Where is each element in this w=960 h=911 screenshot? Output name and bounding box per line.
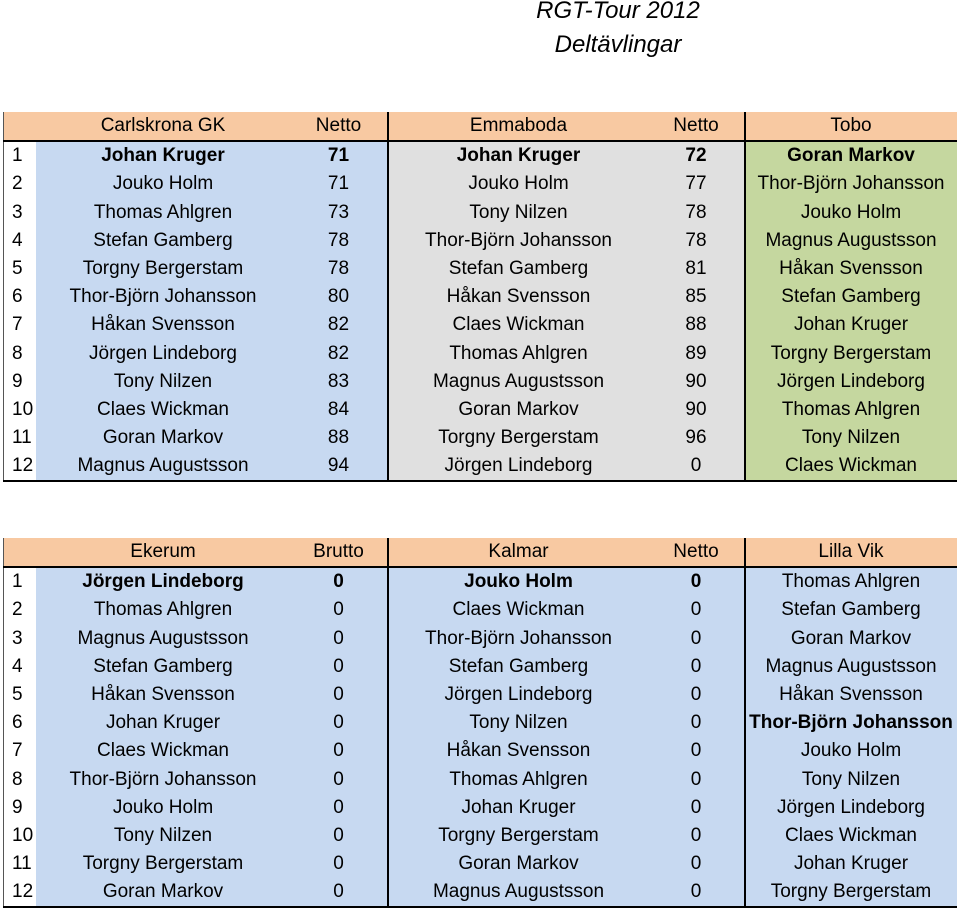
rank-cell: 9 xyxy=(4,368,36,396)
player-name-cell: Håkan Svensson xyxy=(745,681,957,709)
column-header: Emmaboda xyxy=(388,112,649,141)
table-row xyxy=(4,452,957,481)
rank-cell: 8 xyxy=(4,340,36,368)
rank-cell: 11 xyxy=(4,424,36,452)
player-name-cell: Thor-Björn Johansson xyxy=(388,625,649,653)
score-cell: 0 xyxy=(291,766,388,794)
player-name-cell: Johan Kruger xyxy=(388,794,649,822)
player-name-cell: Tony Nilzen xyxy=(745,424,957,452)
player-name-cell: Goran Markov xyxy=(388,850,649,878)
player-name-cell: Goran Markov xyxy=(745,625,957,653)
player-name-cell: Jörgen Lindeborg xyxy=(388,452,649,481)
player-name-cell: Stefan Gamberg xyxy=(388,255,649,283)
player-name-cell: Jörgen Lindeborg xyxy=(745,794,957,822)
player-name-cell: Jouko Holm xyxy=(745,199,957,227)
table-row xyxy=(4,625,957,653)
player-name-cell: Tony Nilzen xyxy=(388,199,649,227)
score-cell: 90 xyxy=(649,368,745,396)
player-name-cell: Tony Nilzen xyxy=(36,368,291,396)
page-subtitle: Deltävlingar xyxy=(554,31,682,58)
table-row xyxy=(4,596,957,624)
rank-cell: 12 xyxy=(4,878,36,907)
score-cell: 82 xyxy=(291,340,388,368)
player-name-cell: Håkan Svensson xyxy=(388,737,649,765)
score-cell: 0 xyxy=(649,850,745,878)
table-row xyxy=(4,567,957,596)
player-name-cell: Jörgen Lindeborg xyxy=(388,681,649,709)
table-row xyxy=(4,255,957,283)
score-cell: 0 xyxy=(649,567,745,596)
score-cell: 0 xyxy=(291,596,388,624)
score-cell: 0 xyxy=(291,653,388,681)
results-table-a xyxy=(3,112,957,482)
rank-cell: 7 xyxy=(4,311,36,339)
player-name-cell: Jörgen Lindeborg xyxy=(36,567,291,596)
player-name-cell: Claes Wickman xyxy=(388,311,649,339)
score-cell: 0 xyxy=(291,850,388,878)
column-header: Lilla Vik xyxy=(745,538,957,567)
player-name-cell: Stefan Gamberg xyxy=(388,653,649,681)
score-cell: 80 xyxy=(291,283,388,311)
table-row xyxy=(4,368,957,396)
player-name-cell: Magnus Augustsson xyxy=(36,625,291,653)
rank-cell: 12 xyxy=(4,452,36,481)
player-name-cell: Jouko Holm xyxy=(36,170,291,198)
table-row xyxy=(4,199,957,227)
rank-cell: 1 xyxy=(4,141,36,170)
score-cell: 83 xyxy=(291,368,388,396)
player-name-cell: Goran Markov xyxy=(36,424,291,452)
player-name-cell: Magnus Augustsson xyxy=(36,452,291,481)
player-name-cell: Tony Nilzen xyxy=(388,709,649,737)
score-cell: 94 xyxy=(291,452,388,481)
player-name-cell: Tony Nilzen xyxy=(36,822,291,850)
score-cell: 72 xyxy=(649,141,745,170)
player-name-cell: Stefan Gamberg xyxy=(36,653,291,681)
table-row xyxy=(4,709,957,737)
player-name-cell: Thor-Björn Johansson xyxy=(745,170,957,198)
column-header: Kalmar xyxy=(388,538,649,567)
player-name-cell: Jouko Holm xyxy=(36,794,291,822)
player-name-cell: Torgny Bergerstam xyxy=(36,850,291,878)
column-header: Ekerum xyxy=(36,538,291,567)
rank-cell: 3 xyxy=(4,199,36,227)
player-name-cell: Claes Wickman xyxy=(745,822,957,850)
table-row xyxy=(4,653,957,681)
table-row xyxy=(4,766,957,794)
player-name-cell: Tony Nilzen xyxy=(745,766,957,794)
player-name-cell: Johan Kruger xyxy=(36,141,291,170)
score-cell: 71 xyxy=(291,170,388,198)
player-name-cell: Claes Wickman xyxy=(388,596,649,624)
table-row xyxy=(4,822,957,850)
player-name-cell: Torgny Bergerstam xyxy=(745,878,957,907)
player-name-cell: Thomas Ahlgren xyxy=(745,567,957,596)
score-cell: 88 xyxy=(649,311,745,339)
header-row xyxy=(4,112,957,141)
rank-cell: 2 xyxy=(4,596,36,624)
score-cell: 0 xyxy=(291,878,388,907)
player-name-cell: Magnus Augustsson xyxy=(388,878,649,907)
table-row xyxy=(4,141,957,170)
player-name-cell: Thomas Ahlgren xyxy=(745,396,957,424)
player-name-cell: Thor-Björn Johansson xyxy=(745,709,957,737)
player-name-cell: Håkan Svensson xyxy=(36,311,291,339)
player-name-cell: Torgny Bergerstam xyxy=(388,822,649,850)
score-cell: 0 xyxy=(291,822,388,850)
rank-cell: 4 xyxy=(4,653,36,681)
player-name-cell: Goran Markov xyxy=(745,141,957,170)
player-name-cell: Johan Kruger xyxy=(745,311,957,339)
player-name-cell: Magnus Augustsson xyxy=(745,227,957,255)
score-cell: 0 xyxy=(649,625,745,653)
score-cell: 0 xyxy=(649,737,745,765)
rank-cell: 4 xyxy=(4,227,36,255)
score-cell: 0 xyxy=(291,737,388,765)
player-name-cell: Claes Wickman xyxy=(36,737,291,765)
score-cell: 0 xyxy=(649,766,745,794)
score-cell: 0 xyxy=(649,452,745,481)
player-name-cell: Thomas Ahlgren xyxy=(388,766,649,794)
player-name-cell: Goran Markov xyxy=(388,396,649,424)
score-cell: 0 xyxy=(291,794,388,822)
score-cell: 0 xyxy=(291,709,388,737)
header-rank-cell xyxy=(4,112,36,141)
player-name-cell: Torgny Bergerstam xyxy=(36,255,291,283)
player-name-cell: Torgny Bergerstam xyxy=(745,340,957,368)
header-row xyxy=(4,538,957,567)
player-name-cell: Claes Wickman xyxy=(745,452,957,481)
score-cell: 0 xyxy=(649,822,745,850)
table-row xyxy=(4,794,957,822)
rank-cell: 6 xyxy=(4,709,36,737)
player-name-cell: Jörgen Lindeborg xyxy=(745,368,957,396)
player-name-cell: Stefan Gamberg xyxy=(745,596,957,624)
rank-cell: 3 xyxy=(4,625,36,653)
rank-cell: 10 xyxy=(4,822,36,850)
player-name-cell: Jouko Holm xyxy=(388,567,649,596)
rank-cell: 5 xyxy=(4,255,36,283)
rank-cell: 1 xyxy=(4,567,36,596)
player-name-cell: Håkan Svensson xyxy=(36,681,291,709)
rank-cell: 5 xyxy=(4,681,36,709)
score-cell: 0 xyxy=(649,794,745,822)
score-cell: 82 xyxy=(291,311,388,339)
score-cell: 78 xyxy=(291,255,388,283)
player-name-cell: Magnus Augustsson xyxy=(745,653,957,681)
score-cell: 0 xyxy=(649,681,745,709)
page-title: RGT-Tour 2012 xyxy=(536,0,700,24)
table-row xyxy=(4,283,957,311)
player-name-cell: Johan Kruger xyxy=(388,141,649,170)
column-header: Netto xyxy=(649,112,745,141)
rank-cell: 6 xyxy=(4,283,36,311)
score-cell: 0 xyxy=(291,681,388,709)
score-cell: 89 xyxy=(649,340,745,368)
score-cell: 78 xyxy=(291,227,388,255)
column-header: Brutto xyxy=(291,538,388,567)
player-name-cell: Thor-Björn Johansson xyxy=(388,227,649,255)
rank-cell: 2 xyxy=(4,170,36,198)
table-row xyxy=(4,878,957,907)
score-cell: 88 xyxy=(291,424,388,452)
score-cell: 71 xyxy=(291,141,388,170)
table-row xyxy=(4,424,957,452)
table-row xyxy=(4,311,957,339)
score-cell: 78 xyxy=(649,227,745,255)
score-cell: 84 xyxy=(291,396,388,424)
column-header: Netto xyxy=(291,112,388,141)
score-cell: 0 xyxy=(649,596,745,624)
score-cell: 0 xyxy=(649,709,745,737)
score-cell: 0 xyxy=(291,567,388,596)
rank-cell: 10 xyxy=(4,396,36,424)
player-name-cell: Håkan Svensson xyxy=(745,255,957,283)
player-name-cell: Thor-Björn Johansson xyxy=(36,766,291,794)
table-row xyxy=(4,170,957,198)
player-name-cell: Thor-Björn Johansson xyxy=(36,283,291,311)
player-name-cell: Johan Kruger xyxy=(36,709,291,737)
player-name-cell: Torgny Bergerstam xyxy=(388,424,649,452)
column-header: Netto xyxy=(649,538,745,567)
score-cell: 78 xyxy=(649,199,745,227)
table-row xyxy=(4,227,957,255)
player-name-cell: Goran Markov xyxy=(36,878,291,907)
rank-cell: 8 xyxy=(4,766,36,794)
results-table-b xyxy=(3,538,957,908)
score-cell: 81 xyxy=(649,255,745,283)
rank-cell: 7 xyxy=(4,737,36,765)
player-name-cell: Jörgen Lindeborg xyxy=(36,340,291,368)
score-cell: 73 xyxy=(291,199,388,227)
table-row xyxy=(4,737,957,765)
player-name-cell: Håkan Svensson xyxy=(388,283,649,311)
score-cell: 0 xyxy=(649,653,745,681)
score-cell: 85 xyxy=(649,283,745,311)
rank-cell: 9 xyxy=(4,794,36,822)
player-name-cell: Johan Kruger xyxy=(745,850,957,878)
header-rank-cell xyxy=(4,538,36,567)
score-cell: 90 xyxy=(649,396,745,424)
table-row xyxy=(4,681,957,709)
player-name-cell: Stefan Gamberg xyxy=(36,227,291,255)
score-cell: 0 xyxy=(291,625,388,653)
table-row xyxy=(4,340,957,368)
score-cell: 77 xyxy=(649,170,745,198)
column-header: Carlskrona GK xyxy=(36,112,291,141)
player-name-cell: Thomas Ahlgren xyxy=(36,199,291,227)
player-name-cell: Claes Wickman xyxy=(36,396,291,424)
player-name-cell: Jouko Holm xyxy=(388,170,649,198)
rank-cell: 11 xyxy=(4,850,36,878)
player-name-cell: Magnus Augustsson xyxy=(388,368,649,396)
player-name-cell: Thomas Ahlgren xyxy=(388,340,649,368)
table-row xyxy=(4,850,957,878)
player-name-cell: Jouko Holm xyxy=(745,737,957,765)
player-name-cell: Thomas Ahlgren xyxy=(36,596,291,624)
table-row xyxy=(4,396,957,424)
player-name-cell: Stefan Gamberg xyxy=(745,283,957,311)
score-cell: 96 xyxy=(649,424,745,452)
score-cell: 0 xyxy=(649,878,745,907)
column-header: Tobo xyxy=(745,112,957,141)
